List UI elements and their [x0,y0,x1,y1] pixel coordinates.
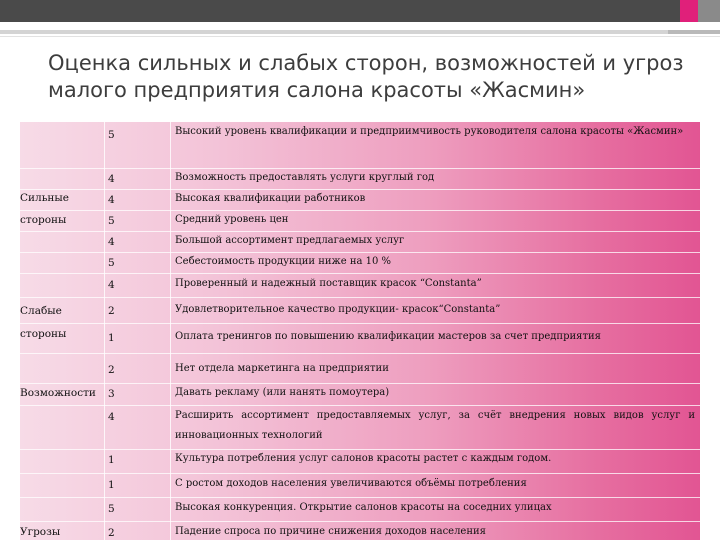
table-row [20,189,700,211]
top-bar-pink-segment [680,0,698,22]
table-row [20,449,700,474]
row-score: 2 [108,364,115,376]
row-score: 4 [108,173,115,185]
category-threats: Угрозы [20,526,61,538]
row-text: Нет отдела маркетинга на предприятии [175,363,389,374]
row-text: Давать рекламу (или нанять помоутера) [175,387,390,398]
row-score: 5 [108,257,115,269]
category-weaknesses-2: стороны [20,328,67,340]
row-text: Удовлетворительное качество продукции- красок“Constanta” [175,304,501,315]
top-bar-gray-segment [698,0,720,22]
row-text: Возможность предоставлять услуги круглый год [175,172,435,183]
row-text: Падение спроса по причине снижения доходов населения [175,526,486,537]
top-bar-dark-segment [0,0,680,22]
row-text: Высокая конкуренция. Открытие салонов красоты на соседних улицах [175,502,552,513]
table-row [20,231,700,253]
swot-table [20,122,700,540]
row-score: 4 [108,236,115,248]
row-text: С ростом доходов населения увеличиваются объёмы потребления [175,478,527,489]
table-row [20,383,700,406]
row-score: 4 [108,194,115,206]
category-weaknesses: Слабые [20,305,62,317]
header-thin-rule [0,36,720,37]
table-row [20,122,700,168]
row-score: 1 [108,454,115,466]
row-text: Высокая квалификации работников [175,193,366,204]
category-strengths-2: стороны [20,214,67,226]
row-score: 5 [108,129,115,141]
category-strengths: Сильные [20,192,69,204]
row-text: Высокий уровень квалификации и предприимчивость руководителя салона красоты «Жасмин» [175,126,684,137]
row-score: 1 [108,479,115,491]
row-text: Культура потребления услуг салонов красоты растет с каждым годом. [175,453,552,464]
row-score: 1 [108,332,115,344]
row-text: Средний уровень цен [175,214,289,225]
category-opportunities: Возможности [20,387,96,399]
table-row [20,323,700,354]
table-row [20,521,700,541]
top-decorative-bar [0,0,720,22]
header-rule [0,30,668,34]
row-score: 4 [108,411,115,423]
row-text: Оплата тренингов по повышению квалификации мастеров за счет предприятия [175,331,601,342]
table-row [20,273,700,298]
table-row [20,405,700,450]
row-text: Большой ассортимент предлагаемых услуг [175,235,405,246]
row-score: 2 [108,527,115,539]
table-row [20,353,700,384]
table-row [20,497,700,522]
row-text: Расширить ассортимент предоставляемых услуг, за счёт внедрения новых видов услуг и инновационных технологий [175,410,695,441]
table-row [20,473,700,498]
row-text: Себестоимость продукции ниже на 10 % [175,256,392,267]
row-score: 5 [108,215,115,227]
table-row [20,210,700,232]
row-text: Проверенный и надежный поставщик красок “Constanta” [175,278,482,289]
slide-title: Оценка сильных и слабых сторон, возможностей и угроз малого предприятия салона красоты «Жасмин» [48,51,684,102]
row-score: 5 [108,503,115,515]
table-row [20,252,700,274]
row-score: 2 [108,305,115,317]
row-score: 3 [108,388,115,400]
table-row [20,297,700,324]
row-score: 4 [108,279,115,291]
header-rule-end [668,30,720,34]
table-row [20,168,700,190]
